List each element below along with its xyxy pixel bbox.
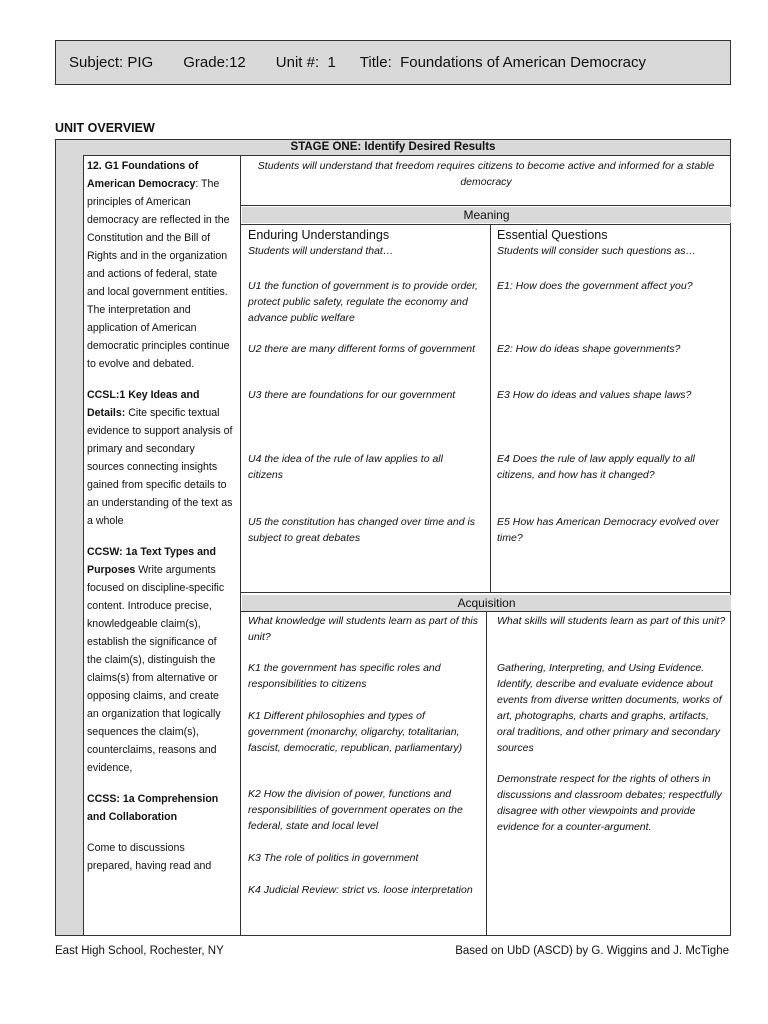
e5: E5 How has American Democracy evolved over time?	[497, 516, 719, 544]
e4: E4 Does the rule of law apply equally to all citizens, and how has it changed?	[497, 453, 695, 481]
acquisition-band: Acquisition	[242, 595, 731, 611]
standard-1-text: : The principles of American democracy are reflected in the Constitution and the Bill of Rights and in the organization and actions of federal, state and local government entities. The interpretation and application of American democratic principles continue to evolve and debated.	[87, 178, 230, 370]
header-box	[55, 40, 731, 85]
grade-label: Grade:12	[183, 54, 246, 71]
skill-2: Demonstrate respect for the rights of others in discussions and classroom debates; respectfully disagree with other viewpoints and provide evidence for a counter-argument.	[497, 773, 722, 833]
divider-acq-mid	[486, 611, 487, 935]
essential-questions-cell	[497, 228, 727, 259]
k3: K3 The role of politics in government	[248, 852, 419, 864]
eq-title: Essential Questions	[497, 228, 608, 242]
divider-meaning	[240, 224, 730, 225]
e1: E1: How does the government affect you?	[497, 280, 693, 292]
standards-column	[85, 157, 233, 888]
divider-meaning-mid	[490, 224, 491, 592]
footer-left: East High School, Rochester, NY	[55, 945, 224, 957]
footer-right: Based on UbD (ASCD) by G. Wiggins and J. McTighe	[455, 945, 729, 957]
eu-intro: Students will understand that…	[248, 245, 394, 257]
overview-table	[55, 139, 731, 936]
desired-result-goal: Students will understand that freedom requires citizens to become active and informed for a stable democracy	[257, 160, 715, 188]
enduring-understandings-cell	[248, 228, 484, 259]
u4: U4 the idea of the rule of law applies to all citizens	[248, 453, 443, 481]
k4: K4 Judicial Review: strict vs. loose interpretation	[248, 884, 473, 896]
gray-margin-column	[56, 155, 84, 935]
standard-3-text: Write arguments focused on discipline-specific content. Introduce precise, knowledgeable claim(s), establish the significance of the claim(s), distinguish the claims(s) from alternative or opposing claims, and create an organization that logically sequences the claim(s), counterclaims, reasons and evidence,	[87, 564, 225, 774]
k2: K2 How the division of power, functions and responsibilities of government operates on the federal, state and local level	[248, 788, 463, 832]
u3: U3 there are foundations for our government	[248, 389, 456, 401]
u1: U1 the function of government is to provide order, protect public safety, regulate the economy and advance public welfare	[248, 280, 478, 324]
e3: E3 How do ideas and values shape laws?	[497, 389, 692, 401]
u5: U5 the constitution has changed over time and is subject to great debates	[248, 516, 476, 544]
eq-intro: Students will consider such questions as…	[497, 245, 697, 257]
standard-2-title: CCSL:1 Key Ideas and Details:	[87, 389, 200, 419]
stage-one-header: STAGE ONE: Identify Desired Results	[56, 140, 730, 156]
divider-left	[240, 155, 241, 935]
standard-3-title: CCSW: 1a Text Types and Purposes	[87, 546, 216, 576]
u2: U2 there are many different forms of government	[248, 343, 476, 355]
skills-intro: What skills will students learn as part of this unit?	[497, 615, 726, 627]
divider-acq	[240, 611, 730, 612]
standard-1-title: 12. G1 Foundations of American Democracy	[87, 160, 199, 190]
standard-2-text: Cite specific textual evidence to support analysis of primary and secondary sources connecting insights gained from specific details to an understanding of the text as a whole	[87, 407, 233, 527]
divider-goal	[240, 205, 730, 206]
divider-acq-top	[240, 592, 730, 593]
unit-overview-heading: UNIT OVERVIEW	[55, 121, 155, 135]
skill-1: Gathering, Interpreting, and Using Evidence. Identify, describe and evaluate evidence about events from diverse written documents, works of art, photographs, charts and graphs, artifacts, oral traditions, and other primary and secondary sources	[497, 662, 722, 754]
subject-label: Subject: PIG	[69, 54, 154, 71]
standard-4-title: CCSS: 1a Comprehension and Collaboration	[87, 793, 219, 823]
k1b: K1 Different philosophies and types of government (monarchy, oligarchy, totalitarian, fascist, democratic, republican, parliamentary)	[248, 710, 463, 754]
knowledge-intro: What knowledge will students learn as part of this unit?	[248, 615, 478, 643]
k1a: K1 the government has specific roles and responsibilities to citizens	[248, 662, 441, 690]
eu-title: Enduring Understandings	[248, 228, 390, 242]
e2: E2: How do ideas shape governments?	[497, 343, 681, 355]
standard-4-text: Come to discussions prepared, having read and	[87, 842, 212, 872]
title-label: Title: Foundations of American Democracy	[359, 54, 647, 71]
unit-label: Unit #: 1	[275, 54, 336, 71]
meaning-band: Meaning	[242, 207, 731, 223]
